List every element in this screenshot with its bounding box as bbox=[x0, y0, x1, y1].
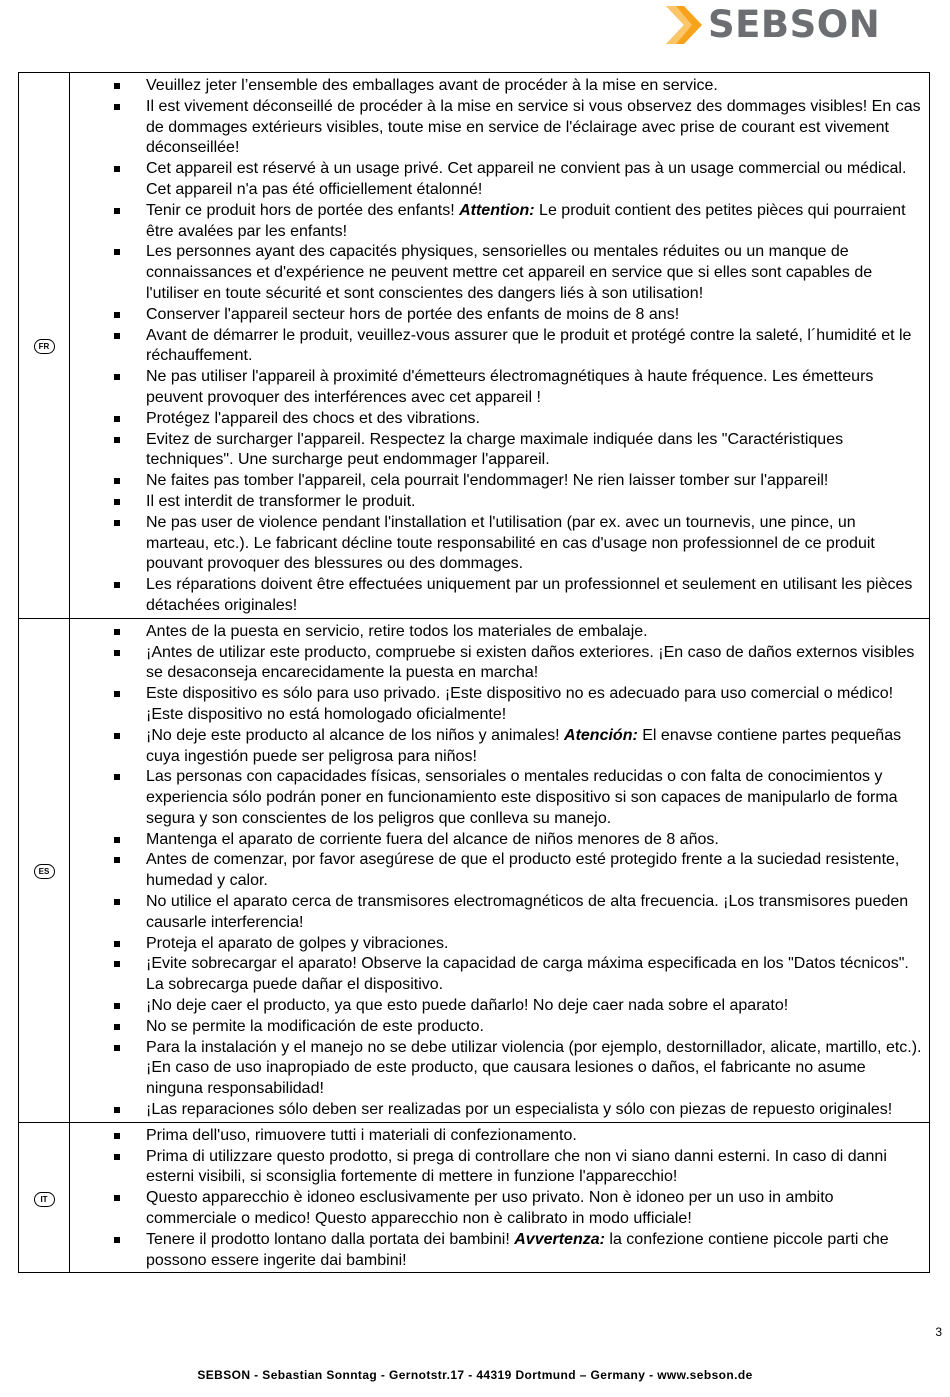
item-text: Ne pas user de violence pendant l'installation et l'utilisation (par ex. avec un tournevis, une pince, un marteau, etc.). Le fabricant décline toute responsabilité en cas d'usage non professionnel de ce produit pouvant provoquer des blessures ou des dommages. bbox=[146, 513, 875, 573]
list-item bbox=[70, 409, 923, 430]
brand-name: SEBSON bbox=[708, 3, 881, 46]
list-item bbox=[70, 767, 923, 829]
section-es bbox=[19, 618, 930, 1122]
list-item bbox=[70, 1126, 923, 1147]
language-cell bbox=[19, 73, 70, 619]
item-text: Mantenga el aparato de corriente fuera del alcance de niños menores de 8 años. bbox=[146, 830, 719, 848]
list-item bbox=[70, 892, 923, 934]
instructions-cell bbox=[70, 73, 930, 619]
list-item bbox=[70, 684, 923, 726]
list-item bbox=[70, 1038, 923, 1100]
item-text: Avant de démarrer le produit, veuillez-vous assurer que le produit et protégé contre la saleté, l´humidité et le réchauffement. bbox=[146, 326, 912, 365]
list-item bbox=[70, 201, 923, 243]
item-text: Para la instalación y el manejo no se debe utilizar violencia (por ejemplo, destornillador, alicate, martillo, etc.). ¡En caso de uso inapropiado de este producto, que causara lesiones o daños, el fabricante no asume ninguna responsabilidad! bbox=[146, 1038, 922, 1098]
instructions-cell bbox=[70, 618, 930, 1122]
item-text: Les personnes ayant des capacités physiques, sensorielles ou mentales réduites ou un manque de connaissances et d'expérience ne peuvent mettre cet appareil en service que si elles sont capables de l'utiliser en toute sécurité et sont conscientes des dangers liés à son utilisation! bbox=[146, 243, 873, 302]
chevron-logo-icon bbox=[664, 4, 706, 46]
instruction-list bbox=[70, 619, 929, 1122]
list-item bbox=[70, 1147, 923, 1189]
item-text: Ne faites pas tomber l'appareil, cela pourrait l'endommager! Ne rien laisser tomber sur l'appareil! bbox=[146, 472, 829, 490]
list-item bbox=[70, 1188, 923, 1230]
list-item bbox=[70, 159, 923, 201]
list-item bbox=[70, 850, 923, 892]
language-badge: ES bbox=[34, 864, 55, 879]
list-item bbox=[70, 622, 923, 643]
item-text: Ne pas utiliser l'appareil à proximité d'émetteurs électromagnétiques à haute fréquence. Les émetteurs peuvent provoquer des interférences avec cet appareil ! bbox=[146, 368, 874, 406]
list-item bbox=[70, 471, 923, 492]
item-text: Proteja el aparato de golpes y vibraciones. bbox=[146, 934, 449, 952]
language-badge: FR bbox=[34, 339, 55, 354]
list-item bbox=[70, 954, 923, 996]
warning-label: Atención: bbox=[564, 726, 638, 744]
list-item bbox=[70, 726, 923, 768]
warning-label: Avvertenza: bbox=[514, 1230, 605, 1248]
page-footer: SEBSON - Sebastian Sonntag - Gernotstr.17 - 44319 Dortmund – Germany - www.sebson.de bbox=[197, 1368, 753, 1382]
item-text: Il est interdit de transformer le produit. bbox=[146, 492, 416, 510]
item-text: Conserver l'appareil secteur hors de portée des enfants de moins de 8 ans! bbox=[146, 305, 680, 323]
item-text-continued: la confezione contiene piccole parti che possono essere ingerite dai bambini! bbox=[146, 1230, 889, 1269]
list-item bbox=[70, 830, 923, 851]
item-text: No utilice el aparato cerca de transmisores electromagnéticos de alta frecuencia. ¡Los transmisores pueden causarle interferencia! bbox=[146, 893, 909, 931]
item-text: ¡No deje caer el producto, ya que esto puede dañarlo! No deje caer nada sobre el aparato! bbox=[146, 997, 789, 1015]
item-text: ¡Las reparaciones sólo deben ser realizadas por un especialista y sólo con piezas de repuesto originales! bbox=[146, 1101, 893, 1119]
item-text: Antes de comenzar, por favor asegúrese de que el producto esté protegido frente a la suciedad resistente, humedad y calor. bbox=[146, 851, 900, 890]
item-text: Tenir ce produit hors de portée des enfants! bbox=[146, 201, 460, 219]
item-text: Este dispositivo es sólo para uso privado. ¡Este dispositivo no es adecuado para uso comercial o médico! ¡Este dispositivo no está homologado oficialmente! bbox=[146, 685, 894, 723]
item-text: Evitez de surcharger l'appareil. Respectez la charge maximale indiquée dans les "Caractéristiques techniques". Une surcharge peut endommager l'appareil. bbox=[146, 430, 844, 469]
item-text-continued: El enavse contiene partes pequeñas cuya ingestión puede ser peligrosa para niños! bbox=[146, 726, 902, 765]
section-fr bbox=[19, 73, 930, 619]
item-text: Las personas con capacidades físicas, sensoriales o mentales reducidas o con falta de conocimientos y experiencia sólo podrán poner en funcionamiento este dispositivo si son capaces de manipularlo de forma segura y son conscientes de los peligros que conlleva su manejo. bbox=[146, 768, 898, 827]
item-text: Veuillez jeter l’ensemble des emballages avant de procéder à la mise en service. bbox=[146, 77, 718, 94]
list-item bbox=[70, 326, 923, 368]
list-item bbox=[70, 242, 923, 304]
page-number: 3 bbox=[935, 1325, 942, 1339]
instruction-list bbox=[70, 1123, 929, 1273]
list-item bbox=[70, 305, 923, 326]
item-text: Questo apparecchio è idoneo esclusivamente per uso privato. Non è idoneo per un uso in ambito commerciale o medico! Questo apparecchio non è calibrato in modo ufficiale! bbox=[146, 1189, 834, 1228]
item-text-continued: Le produit contient des petites pièces qui pourraient être avalées par les enfants! bbox=[146, 201, 906, 240]
list-item bbox=[70, 934, 923, 955]
item-text: Prima di utilizzare questo prodotto, si prega di controllare che non vi siano danni esterni. In caso di danni esterni visibili, si sconsiglia fortemente di mettere in funzione l'apparecchio! bbox=[146, 1147, 887, 1186]
item-text: Prima dell'uso, rimuovere tutti i materiali di confezionamento. bbox=[146, 1126, 577, 1144]
item-text: Antes de la puesta en servicio, retire todos los materiales de embalaje. bbox=[146, 622, 648, 640]
list-item bbox=[70, 76, 923, 97]
warning-label: Attention: bbox=[459, 201, 535, 219]
item-text: Les réparations doivent être effectuées uniquement par un professionnel et seulement en utilisant les pièces détachées originales! bbox=[146, 576, 913, 614]
item-text: Cet appareil est réservé à un usage privé. Cet appareil ne convient pas à un usage commercial ou médical. Cet appareil n'a pas été officiellement étalonné! bbox=[146, 160, 907, 198]
item-text: Il est vivement déconseillé de procéder à la mise en service si vous observez des dommages visibles! En cas de dommages extérieurs visibles, toute mise en service de l'éclairage avec prise de courant est vivement déconseillée! bbox=[146, 97, 921, 157]
language-badge: IT bbox=[34, 1192, 55, 1207]
item-text: Protégez l'appareil des chocs et des vibrations. bbox=[146, 409, 480, 427]
list-item bbox=[70, 430, 923, 472]
list-item bbox=[70, 1017, 923, 1038]
list-item bbox=[70, 575, 923, 617]
list-item bbox=[70, 643, 923, 685]
section-it bbox=[19, 1122, 930, 1273]
item-text: ¡Antes de utilizar este producto, compruebe si existen daños exteriores. ¡En caso de daños externos visibles se desaconseja encarecidamente la puesta en marcha! bbox=[146, 643, 915, 682]
item-text: ¡No deje este producto al alcance de los niños y animales! bbox=[146, 726, 565, 744]
list-item bbox=[70, 513, 923, 575]
safety-instructions-table bbox=[18, 72, 930, 1273]
list-item bbox=[70, 97, 923, 159]
language-cell bbox=[19, 1122, 70, 1273]
item-text: ¡Evite sobrecargar el aparato! Observe la capacidad de carga máxima especificada en los "Datos técnicos". La sobrecarga puede dañar el dispositivo. bbox=[146, 955, 909, 994]
list-item bbox=[70, 1230, 923, 1272]
list-item bbox=[70, 492, 923, 513]
item-text: Tenere il prodotto lontano dalla portata dei bambini! bbox=[146, 1230, 515, 1248]
list-item bbox=[70, 367, 923, 409]
instruction-list bbox=[70, 73, 929, 618]
item-text: No se permite la modificación de este producto. bbox=[146, 1017, 484, 1035]
list-item bbox=[70, 1100, 923, 1121]
language-cell bbox=[19, 618, 70, 1122]
sebson-logo bbox=[664, 4, 894, 46]
instructions-cell bbox=[70, 1122, 930, 1273]
list-item bbox=[70, 996, 923, 1017]
